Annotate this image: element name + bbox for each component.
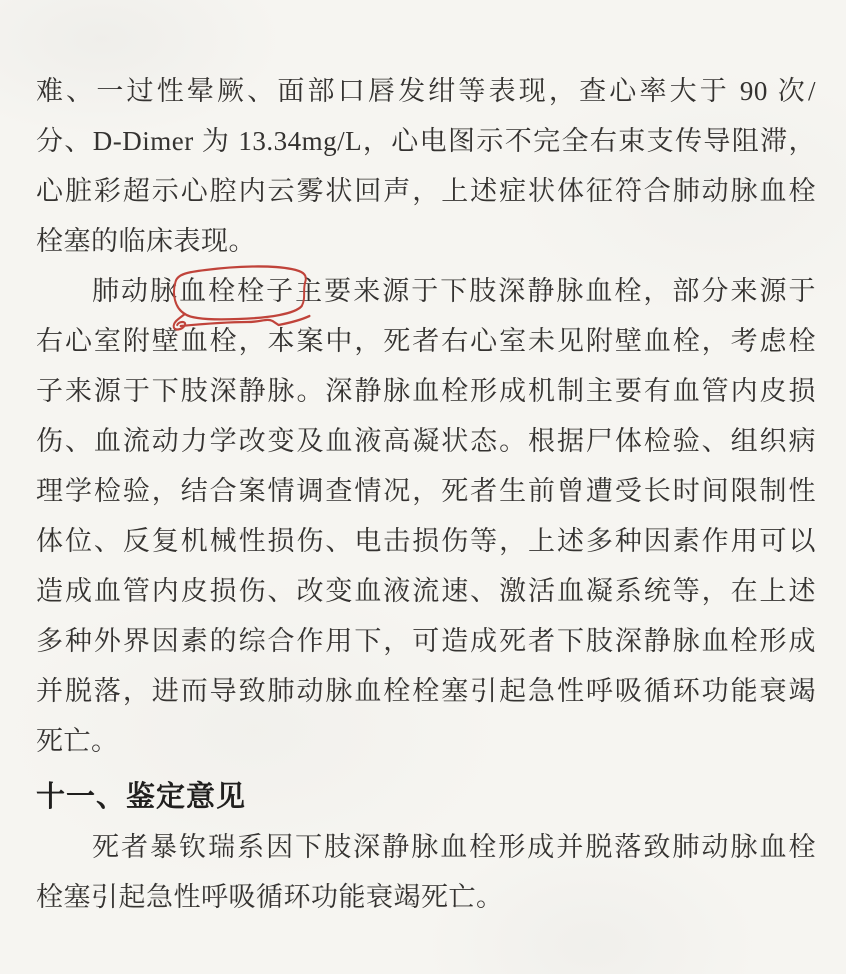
text-line: 多种外界因素的综合作用下，可造成死者下肢深静脉血栓形成: [36, 626, 816, 656]
red-circled-text: [179, 276, 295, 306]
text-line: 伤、血流动力学改变及血液高凝状态。根据尸体检验、组织病: [36, 426, 816, 456]
text-line: 右心室附壁血栓，本案中，死者右心室未见附壁血栓，考虑栓: [36, 326, 816, 356]
text-line: [36, 266, 816, 316]
text-line: 分、D-Dimer 为 13.34mg/L，心电图示不完全右束支传导阻滞，: [36, 126, 816, 156]
text-segment: 肺动脉: [92, 276, 180, 306]
text-line: 栓塞的临床表现。: [36, 226, 256, 256]
text-line: 栓塞引起急性呼吸循环功能衰竭死亡。: [36, 882, 504, 912]
text-line: 死者暴钦瑞系因下肢深静脉血栓形成并脱落致肺动脉血栓: [92, 832, 816, 862]
text-line: 理学检验，结合案情调查情况，死者生前曾遭受长时间限制性: [36, 476, 816, 506]
text-line: 难、一过性晕厥、面部口唇发绀等表现，查心率大于 90 次/: [36, 76, 816, 106]
text-line: 造成血管内皮损伤、改变血液流速、激活血凝系统等，在上述: [36, 576, 816, 606]
text-line: 并脱落，进而导致肺动脉血栓栓塞引起急性呼吸循环功能衰竭: [36, 676, 816, 706]
text-line: 子来源于下肢深静脉。深静脉血栓形成机制主要有血管内皮损: [36, 376, 816, 406]
text-segment: 主要来源于下肢深静脉血栓，部分来源于: [295, 276, 817, 306]
section-heading: 十一、鉴定意见: [36, 781, 247, 813]
text-line: 死亡。: [36, 726, 119, 756]
document-body: [36, 66, 816, 922]
text-line: 心脏彩超示心腔内云雾状回声，上述症状体征符合肺动脉血栓: [36, 176, 816, 206]
text-line: 体位、反复机械性损伤、电击损伤等，上述多种因素作用可以: [36, 526, 816, 556]
circled-term: 血栓栓子: [179, 276, 296, 306]
